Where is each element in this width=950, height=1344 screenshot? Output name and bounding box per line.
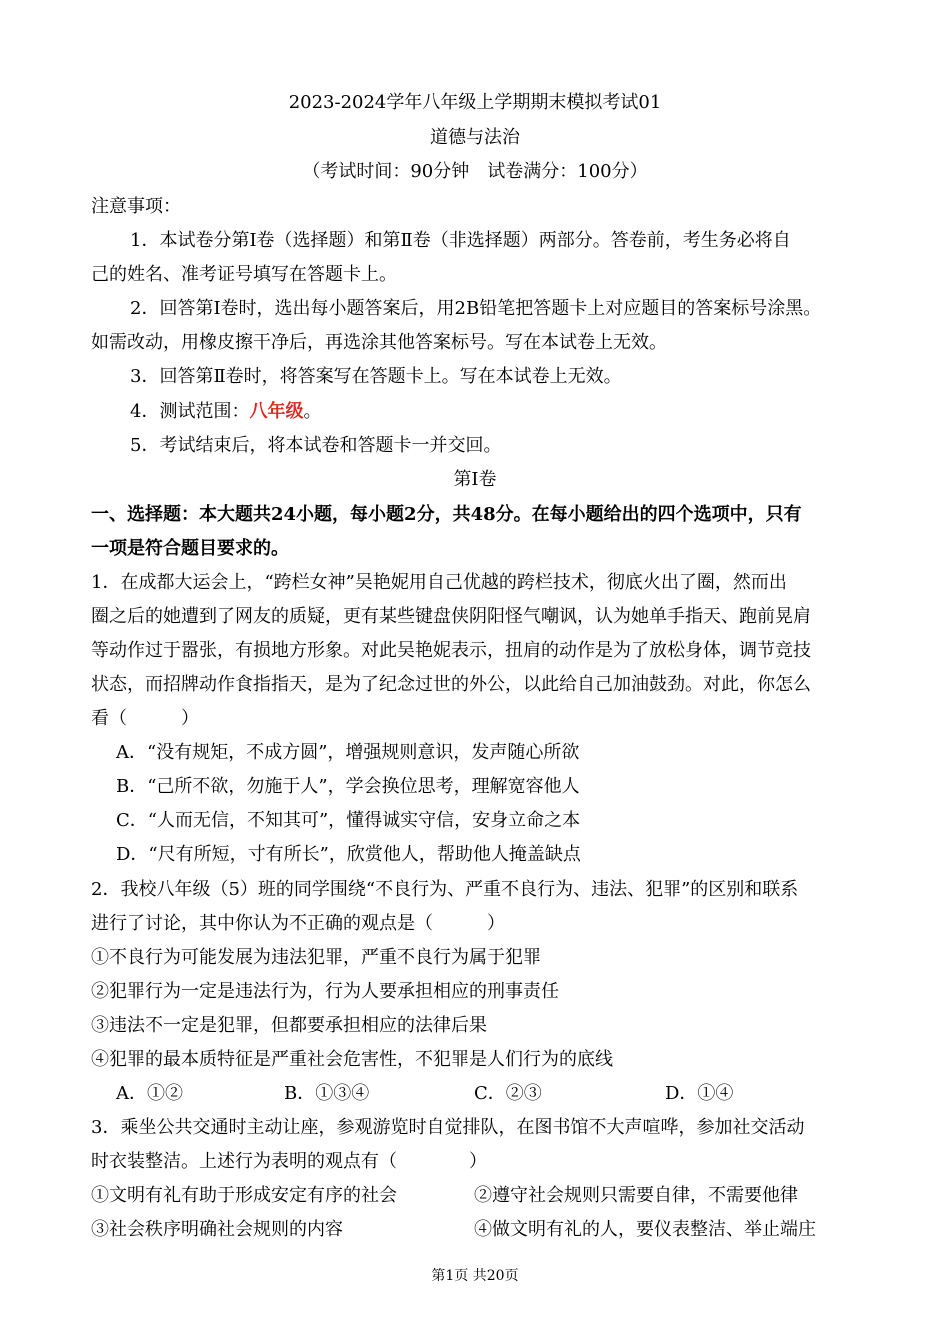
q3-statement-4: ④做文明有礼的人，要仪表整洁、举止端庄 <box>474 1219 816 1240</box>
notice-item-4-prefix: 4．测试范围： <box>130 401 250 422</box>
notice-item-4 <box>130 400 900 424</box>
q2-option-c: C．②③ <box>474 1083 542 1104</box>
q1-option-d: D．“尺有所短，寸有所长”，欣赏他人，帮助他人掩盖缺点 <box>116 844 581 865</box>
part1-heading-cont: 一项是符合题目要求的。 <box>91 538 289 559</box>
q3-statement-3: ③社会秩序明确社会规则的内容 <box>91 1219 343 1240</box>
q1-option-b: B．“己所不欲，勿施于人”，学会换位思考，理解宽容他人 <box>116 776 580 797</box>
q1-stem-line5: 看（ ） <box>91 708 199 729</box>
test-scope-highlight: 八年级 <box>249 401 304 422</box>
notice-item-3: 3．回答第Ⅱ卷时，将答案写在答题卡上。写在本试卷上无效。 <box>130 366 622 387</box>
q3-stem-line1: 3．乘坐公共交通时主动让座，参观游览时自觉排队，在图书馆不大声喧哗，参加社交活动 <box>91 1117 805 1138</box>
q2-option-d: D．①④ <box>665 1083 734 1104</box>
q2-statement-1: ①不良行为可能发展为违法犯罪，严重不良行为属于犯罪 <box>91 947 541 968</box>
volume-title: 第Ⅰ卷 <box>453 469 497 490</box>
part1-heading: 一、选择题：本大题共24小题，每小题2分，共48分。在每小题给出的四个选项中，只有 <box>91 504 802 525</box>
notice-item-4-suffix: 。 <box>303 401 322 422</box>
notice-item-2-cont: 如需改动，用橡皮擦干净后，再选涂其他答案标号。写在本试卷上无效。 <box>91 332 667 353</box>
q3-statement-1: ①文明有礼有助于形成安定有序的社会 <box>91 1185 397 1206</box>
q2-stem-line1: 2．我校八年级（5）班的同学围绕“不良行为、严重不良行为、违法、犯罪”的区别和联系 <box>91 879 799 900</box>
notice-item-1: 1．本试卷分第Ⅰ卷（选择题）和第Ⅱ卷（非选择题）两部分。答卷前，考生务必将自 <box>130 230 791 251</box>
exam-info: （考试时间：90分钟 试卷满分：100分） <box>302 161 648 182</box>
exam-subject: 道德与法治 <box>430 127 520 148</box>
q2-statement-2: ②犯罪行为一定是违法行为，行为人要承担相应的刑事责任 <box>91 981 559 1002</box>
q2-stem-line2: 进行了讨论，其中你认为不正确的观点是（ ） <box>91 913 505 934</box>
exam-title: 2023-2024学年八年级上学期期末模拟考试01 <box>288 92 662 113</box>
q1-stem-line3: 等动作过于嚣张，有损地方形象。对此吴艳妮表示，扭肩的动作是为了放松身体，调节竞技 <box>91 640 811 661</box>
page-footer: 第1页 共20页 <box>431 1268 519 1284</box>
q1-stem-line1: 1．在成都大运会上，“跨栏女神”吴艳妮用自己优越的跨栏技术，彻底火出了圈，然而出 <box>91 572 787 593</box>
notice-item-1-cont: 己的姓名、准考证号填写在答题卡上。 <box>91 264 397 285</box>
notice-heading: 注意事项： <box>91 196 181 217</box>
q1-stem-line2: 圈之后的她遭到了网友的质疑，更有某些键盘侠阴阳怪气嘲讽，认为她单手指天、跑前晃肩 <box>91 606 811 627</box>
q2-option-a: A．①② <box>116 1083 183 1104</box>
q1-option-a: A．“没有规矩，不成方圆”，增强规则意识，发声随心所欲 <box>116 742 580 763</box>
q1-stem-line4: 状态，而招牌动作食指指天，是为了纪念过世的外公，以此给自己加油鼓劲。对此，你怎么 <box>91 674 811 695</box>
q1-option-c: C．“人而无信，不知其可”，懂得诚实守信，安身立命之本 <box>116 810 581 831</box>
q2-option-b: B．①③④ <box>284 1083 370 1104</box>
q2-statement-4: ④犯罪的最本质特征是严重社会危害性，不犯罪是人们行为的底线 <box>91 1049 613 1070</box>
q2-statement-3: ③违法不一定是犯罪，但都要承担相应的法律后果 <box>91 1015 487 1036</box>
notice-item-5: 5．考试结束后，将本试卷和答题卡一并交回。 <box>130 435 502 456</box>
q3-stem-line2: 时衣装整洁。上述行为表明的观点有（ ） <box>91 1151 487 1172</box>
q3-statement-2: ②遵守社会规则只需要自律，不需要他律 <box>474 1185 798 1206</box>
notice-item-2: 2．回答第Ⅰ卷时，选出每小题答案后，用2B铅笔把答题卡上对应题目的答案标号涂黑。 <box>130 298 822 319</box>
